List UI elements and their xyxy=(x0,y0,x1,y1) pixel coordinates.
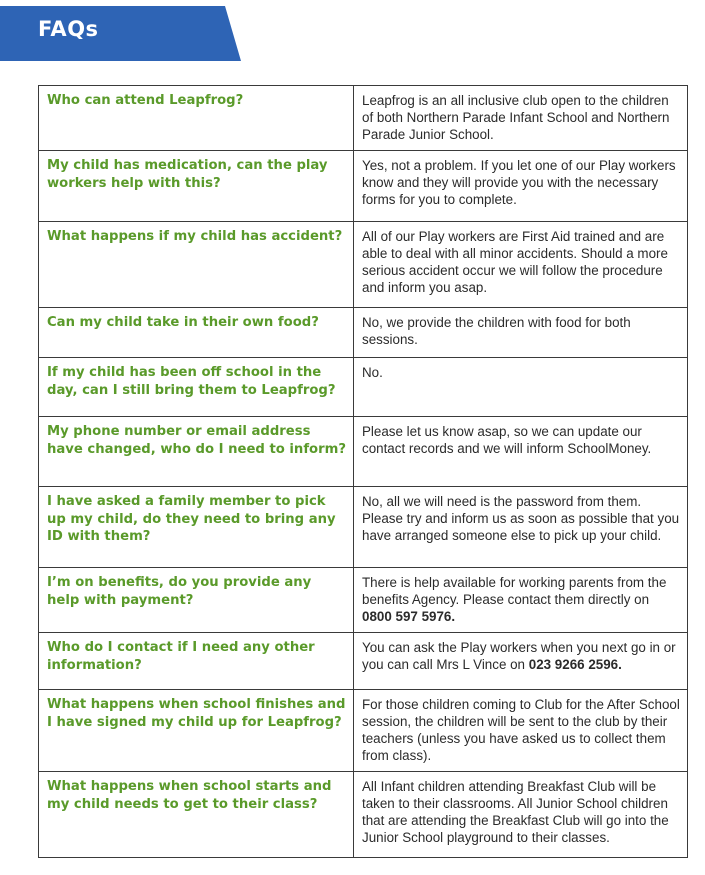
faq-question: Can my child take in their own food? xyxy=(39,308,354,358)
table-row xyxy=(39,151,688,222)
table-row xyxy=(39,568,688,633)
faq-answer: No. xyxy=(354,358,688,417)
faq-answer: No, we provide the children with food for both sessions. xyxy=(354,308,688,358)
faq-answer: All of our Play workers are First Aid trained and are able to deal with all minor accidents. Should a more serious accident occur we will follow the procedure and inform you asap. xyxy=(354,222,688,308)
faq-question: I have asked a family member to pick up my child, do they need to bring any ID with them? xyxy=(39,487,354,568)
faq-answer xyxy=(354,568,688,633)
faq-question: Who can attend Leapfrog? xyxy=(39,86,354,151)
phone-number: 023 9266 2596. xyxy=(528,657,622,672)
answer-text: You can ask the Play workers when you next go in or you can call Mrs L Vince on xyxy=(362,640,676,672)
faq-question: If my child has been off school in the day, can I still bring them to Leapfrog? xyxy=(39,358,354,417)
faq-table xyxy=(38,85,688,858)
table-row xyxy=(39,690,688,772)
table-row xyxy=(39,358,688,417)
table-row xyxy=(39,222,688,308)
faq-answer: Yes, not a problem. If you let one of our Play workers know and they will provide you with the necessary forms for you to complete. xyxy=(354,151,688,222)
faq-question: Who do I contact if I need any other information? xyxy=(39,633,354,690)
table-row xyxy=(39,308,688,358)
table-row xyxy=(39,772,688,858)
faq-question: My phone number or email address have changed, who do I need to inform? xyxy=(39,417,354,487)
answer-text: There is help available for working parents from the benefits Agency. Please contact them directly on xyxy=(362,575,667,607)
faq-answer: Leapfrog is an all inclusive club open to the children of both Northern Parade Infant School and Northern Parade Junior School. xyxy=(354,86,688,151)
table-row xyxy=(39,86,688,151)
faq-question: What happens if my child has accident? xyxy=(39,222,354,308)
table-row xyxy=(39,633,688,690)
faq-answer: For those children coming to Club for the After School session, the children will be sent to the club by their teachers (unless you have asked us to collect them from class). xyxy=(354,690,688,772)
header-banner xyxy=(0,6,241,61)
phone-number: 0800 597 5976. xyxy=(362,609,456,624)
faq-question: What happens when school finishes and I have signed my child up for Leapfrog? xyxy=(39,690,354,772)
faq-question: My child has medication, can the play workers help with this? xyxy=(39,151,354,222)
faq-question: What happens when school starts and my child needs to get to their class? xyxy=(39,772,354,858)
faq-answer: All Infant children attending Breakfast Club will be taken to their classrooms. All Junior School children that are attending the Breakfast Club will go into the Junior School playground to their classes. xyxy=(354,772,688,858)
table-row xyxy=(39,417,688,487)
faq-answer: Please let us know asap, so we can update our contact records and we will inform SchoolMoney. xyxy=(354,417,688,487)
faq-question: I’m on benefits, do you provide any help with payment? xyxy=(39,568,354,633)
table-row xyxy=(39,487,688,568)
faq-answer xyxy=(354,633,688,690)
page-title: FAQs xyxy=(38,17,99,41)
faq-answer: No, all we will need is the password from them. Please try and inform us as soon as possible that you have arranged someone else to pick up your child. xyxy=(354,487,688,568)
